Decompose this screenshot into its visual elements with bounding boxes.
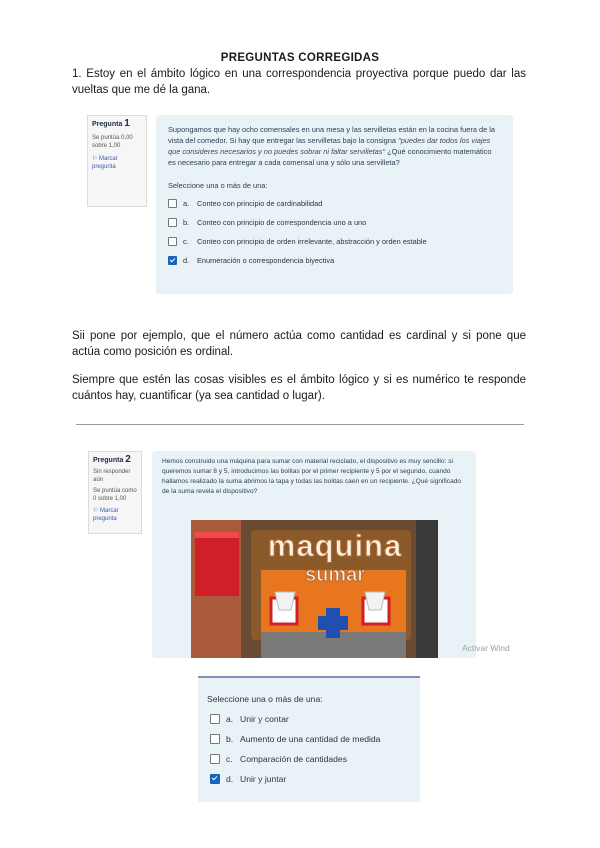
- question-2-status: Sin responder aún: [93, 469, 131, 483]
- photo-word-sumar: sumar: [304, 564, 366, 586]
- option-q1-2[interactable]: [168, 232, 501, 251]
- question-1-title: Pregunta 1: [92, 118, 130, 129]
- question-2-score: Se puntúa como 0 sobre 1,00: [93, 488, 137, 502]
- option-checkbox[interactable]: [168, 218, 177, 227]
- option-text: Conteo con principio de cardinabilidad: [197, 199, 323, 208]
- option-letter: c.: [183, 237, 189, 246]
- option-letter: d.: [183, 256, 190, 265]
- question-2-text: Hemos construido una máquina para sumar con material reciclado, el dispositivo es muy sencillo: si queremos sumar 8 y 5, introducimos las bolitas por el primer recipiente y 5 por el segundo, cuando hallamos realizado la suma abrimos la tapa y todas las bolitas caen en un recipiente. ¿Qué significado de la suma revela el dispositivo?: [162, 458, 462, 495]
- question-1-text: Supongamos que hay ocho comensales en una mesa y las servilletas están en la cocina fuera de la vista del comedor. Si hay que entregar las servilletas bajo la consigna "puedes dar todos los viajes que consideres necesarios y no puedes sobrar ni faltar servilletas" ¿Qué conocimiento matemático es necesario para entregar a cada comensal una y sólo una servilleta?: [168, 125, 496, 167]
- divider: [76, 424, 524, 425]
- option-letter: a.: [226, 714, 234, 724]
- question-2-answer-box: [198, 676, 420, 802]
- option-letter: b.: [226, 734, 234, 744]
- option-text: Unir y contar: [240, 714, 289, 724]
- flag-question-1-link[interactable]: ⚐ Marcar pregunta: [92, 156, 118, 170]
- paragraph-1: 1. Estoy en el ámbito lógico en una correspondencia proyectiva porque puedo dar las vueltas que me dé la gana.: [72, 68, 526, 96]
- option-text: Enumeración o correspondencia biyectiva: [197, 256, 335, 265]
- option-text: Aumento de una cantidad de medida: [240, 734, 381, 744]
- question-1-score: sobre 1,00: [92, 143, 121, 149]
- option-letter: a.: [183, 199, 190, 208]
- question-1-box: [156, 115, 513, 294]
- option-checkbox[interactable]: [210, 754, 220, 764]
- option-checkbox[interactable]: [168, 199, 177, 208]
- option-letter: c.: [226, 754, 233, 764]
- option-q2-3[interactable]: [198, 769, 420, 789]
- option-q1-1[interactable]: [168, 213, 501, 232]
- question-1-options: [168, 194, 501, 270]
- question-1-status: Se puntúa 0,00: [92, 135, 133, 141]
- question-2-info: [88, 451, 142, 534]
- option-checkbox[interactable]: [210, 774, 220, 784]
- question-2-options: [198, 709, 420, 789]
- flag-question-2-link[interactable]: ⚐ Marcar pregunta: [93, 508, 119, 522]
- option-checkbox[interactable]: [210, 734, 220, 744]
- option-text: Conteo con principio de correspondencia uno a uno: [197, 218, 367, 227]
- question-1-select-label: Seleccione una o más de una:: [168, 181, 268, 190]
- option-checkbox[interactable]: [210, 714, 220, 724]
- activation-watermark: Activar Wind: [462, 643, 510, 653]
- question-2-title: Pregunta 2: [93, 454, 131, 465]
- option-q2-2[interactable]: [198, 749, 420, 769]
- option-letter: b.: [183, 218, 190, 227]
- option-checkbox[interactable]: [168, 237, 177, 246]
- option-q1-0[interactable]: [168, 194, 501, 213]
- option-checkbox[interactable]: [168, 256, 177, 265]
- paragraph-3: Siempre que estén las cosas visibles es el ámbito lógico y si es numérico te responde cuántos hay, cuantificar (ya sea cantidad o lugar).: [72, 374, 526, 402]
- option-q1-3[interactable]: [168, 251, 501, 270]
- photo-word-maquina: maquina: [267, 528, 403, 563]
- paragraph-2: Sii pone por ejemplo, que el número actúa como cantidad es cardinal y si pone que actúa como posición es ordinal.: [72, 330, 526, 358]
- sum-machine-photo: [191, 520, 438, 658]
- option-q2-0[interactable]: [198, 709, 420, 729]
- option-q2-1[interactable]: [198, 729, 420, 749]
- question-1-info: [87, 115, 147, 207]
- page-title: PREGUNTAS CORREGIDAS: [220, 52, 380, 64]
- option-text: Unir y juntar: [240, 774, 287, 784]
- question-2-select-label: Seleccione una o más de una:: [207, 694, 323, 704]
- option-letter: d.: [226, 774, 234, 784]
- option-text: Comparación de cantidades: [240, 754, 348, 764]
- option-text: Conteo con principio de orden irrelevante, abstracción y orden estable: [197, 237, 427, 246]
